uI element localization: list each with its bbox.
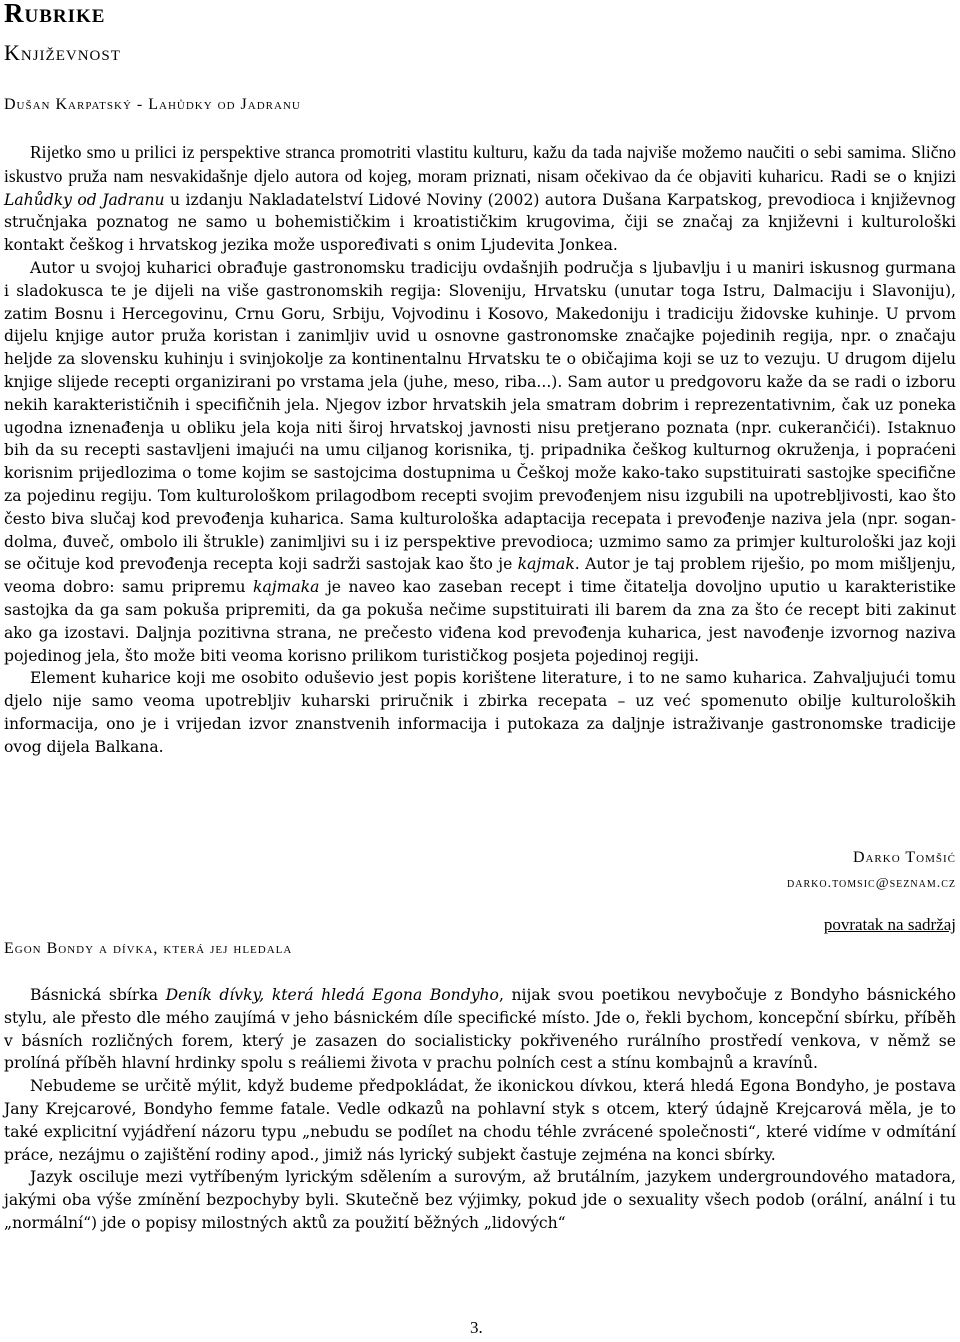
- lead-text: Rijetko smo u prilici iz perspektive stranca promotriti vlastitu kulturu, kažu da tada najviše možemo naučiti o sebi samima. Slično iskustvo pruža nam nesvakidašnje djelo autora od kojeg, moram priznati, nisam očekivao da će objaviti kuharicu.: [4, 142, 956, 186]
- article-body: [4, 141, 956, 759]
- page-rubric-heading: Rubrike: [4, 0, 106, 28]
- italic-term: kajmak: [517, 555, 575, 574]
- author-name: Darko Tomšić: [852, 849, 956, 866]
- paragraph: [4, 984, 956, 1075]
- text: , nijak svou poetikou nevybočuje z Bondyho básnického stylu, ale přesto dle mého zaujímá v jeho básnickém díle specifické místo. Jde o, řekli bychom, koncepční sbírku, příběh v básních rozličných forem, který je zasazen do socialisticky pokřiveného rurálního prostředí venkova, v němž se prolíná příběh hlavní hrdinky spolu s reáliemi života v prachu polních cest a stínu kombajnů a kravínů.: [4, 986, 957, 1073]
- article-title: Egon Bondy a dívka, která jej hledala: [4, 940, 293, 957]
- page-number: 3.: [470, 1318, 483, 1337]
- paragraph: [4, 141, 956, 257]
- paragraph: Jazyk osciluje mezi vytříbeným lyrickým sdělením a surovým, až brutálním, jazykem undergroundového matadora, jakými oba výše zmínění bezpochyby byli. Skutečně bez výjimky, pokud jde o sexuality všech podob (orální, anální i tu „normální“) jde o popisy milostných aktů za použití běžných „lidových“: [4, 1168, 956, 1232]
- book-title: Lahůdky od Jadranu: [4, 190, 165, 209]
- paragraph: Nebudeme se určitě mýlit, když budeme předpokládat, že ikonickou dívkou, která hledá Egona Bondyho, je postava Jany Krejcarové, Bondyho femme fatale. Vedle odkazů na pohlavní styk s otcem, který údajně Krejcarová měla, je to také explicitní vyjádření názoru typu „nebudu se podílet na chodu téhle zvrácené společnosti“, které vidíme v odmítání práce, nezájmu o zajištění rodiny apod., jimiž nás lyrický subjekt častuje zejména na konci sbírky.: [4, 1077, 956, 1164]
- text: Básnická sbírka: [30, 986, 166, 1004]
- italic-term: kajmaka: [253, 578, 320, 597]
- article-title: Dušan Karpatský - Lahůdky od Jadranu: [4, 96, 301, 113]
- text: Autor u svojoj kuharici obrađuje gastronomsku tradiciju ovdašnjih područja s ljubavlju i u maniri iskusnog gurmana i sladokusca te je dijeli na više gastronomskih regija: Sloveniju, Hrvatsku (unutar toga Istru, Dalmaciju i Slavoniju), zatim Bosnu i Hercegovinu, Crnu Goru, Srbiju, Vojvodinu i Kosovo, Makedoniju i tradiciju židovske kuhinje. U prvom dijelu knjige autor pruža koristan i zanimljiv uvid u osnovne gastronomske značajke pojedinih regija, npr. o značaju heljde za slovensku kuhinju i svinjokolje za kontinentalnu Hrvatsku te o običajima koji se uz to vezuju. U drugom dijelu knjige slijede recepti organizirani po vrstama jela (juhe, meso, riba...). Sam autor u predgovoru kaže da se radi o izboru nekih karakterističnih i specifičnih jela. Njegov izbor hrvatskih jela smatram dobrim i reprezentativnim, čak uz poneka ugodna iznenađenja u obliku jela koja niti široj hrvatskoj javnosti nisu pretjerano poznata (npr. cukerančići). Istaknuo bih da su recepti sastavljeni imajući na umu ciljanog korisnika, tj. pripadnika češkog kulturnog okruženja, i popraćeni korisnim prijedlozima o tome kojim se sastojcima dostupnima u Češkoj može kako-tako supstituirati sastojke specifične za pojedinu regiju. Tom kulturološkom prilagodbom recepti svojim prevođenjem nisu izgubili na upotrebljivosti, kao što često biva slučaj kod prevođenja kuharica. Sama kulturološka adaptacija recepata i prevođenje naziva jela (npr. sogan-dolma, đuveč, ombolo ili štrukle) zanimljivi su i iz perspektive prevodioca; uzmimo samo za primjer kulturološki jaz koji se očituje kod prevođenja recepta koji sadrži sastojak kao što je: [4, 258, 956, 574]
- paragraph: Element kuharice koji me osobito oduševio jest popis korištene literature, i to ne samo kuharica. Zahvaljujući tomu djelo nije samo veoma upotrebljiv kuharski priručnik i zbirka recepata – uz već spomenuto obilje kulturoloških informacija, ono je i vrijedan izvor znanstvenih informacija i putokaza za daljnje istraživanje gastronomske tradicije ovog dijela Balkana.: [4, 669, 956, 756]
- section-heading: Književnost: [4, 40, 121, 65]
- author-email: darko.tomsic@seznam.cz: [787, 876, 956, 891]
- text: u izdanju Nakladatelství Lidové Noviny (2002) autora Dušana Karpatskog, prevodioca i književnog stručnjaka poznatog ne samo u bohemističkim i kroatističkim krugovima, čiji se značaj za književni i kulturološki kontakt češkog i hrvatskog jezika može uspoređivati s onim Ljudevita Jonkea.: [4, 190, 956, 255]
- text: je naveo kao zaseban recept i time čitatelja dovoljno uputio u karakteristike sastojka da ga sam pokuša pripremiti, da ga pokuša nečime supstituirati ili barem da zna za što će recept biti zakinut ako ga izostavi. Daljnja pozitivna strana, ne prečesto viđena kod prevođenja kuharica, jest navođenje izvornog naziva pojedinog jela, što može biti veoma korisno prilikom turističkog posjeta pojedinoj regiji.: [4, 578, 956, 665]
- article-body: [4, 984, 956, 1235]
- back-to-contents-link[interactable]: povratak na sadržaj: [823, 915, 956, 934]
- book-title: Deník dívky, která hledá Egona Bondyho: [165, 986, 499, 1004]
- paragraph: [4, 257, 956, 667]
- text: . Autor je taj problem riješio, po mom mišljenju, veoma dobro: samu pripremu: [4, 555, 956, 597]
- text: Radi se o knjizi: [823, 167, 956, 186]
